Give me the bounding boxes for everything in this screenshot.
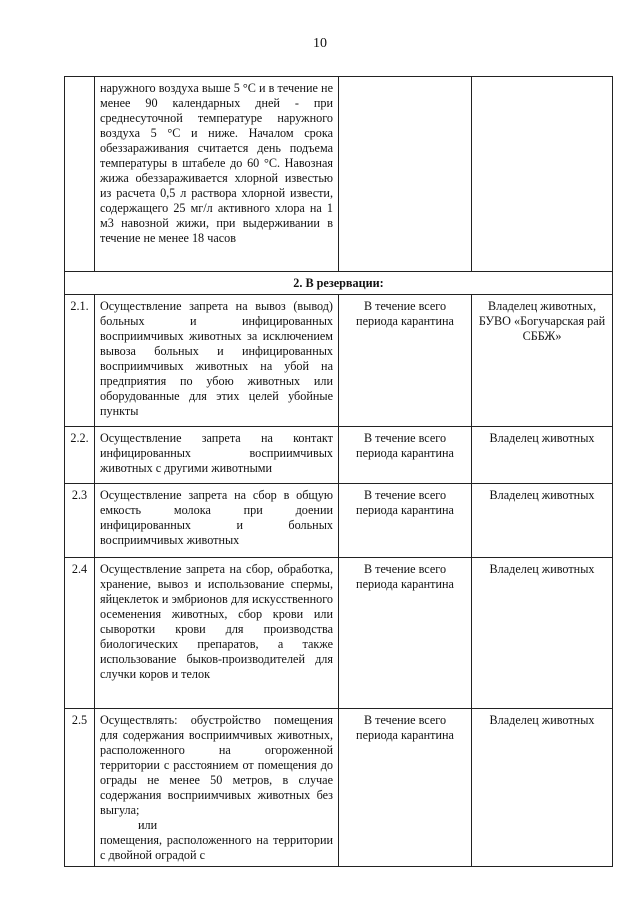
section-header-row (65, 272, 613, 295)
responsible-text: Владелец животных (472, 427, 613, 484)
quarantine-measures-table (64, 76, 613, 867)
cell-responsible (472, 77, 613, 272)
table-row (65, 427, 613, 484)
measure-text (95, 709, 339, 867)
page-number: 10 (313, 36, 327, 51)
responsible-text: Владелец животных (472, 709, 613, 867)
row-number: 2.2. (65, 427, 95, 484)
measure-text: Осуществление запрета на сбор, обработка, хранение, вывоз и использование спермы, яйцеклеток и эмбрионов для искусственного осеменения животных, сбор крови или сыворотки крови для производства биологических препаратов, а также использование быков-производителей для случки коров и телок (95, 558, 339, 709)
measure-text: Осуществление запрета на вывоз (вывод) больных и инфицированных восприимчивых животных за исключением вывоза больных и инфицированных восприимчивых животных на убой на предприятия по убою животных или оборудованные для этих целей убойные пункты (95, 295, 339, 427)
measure-text-part-a: Осуществлять: обустройство помещения для содержания восприимчивых животных, расположенного на огороженной территории с расстоянием от помещения до ограды не менее 50 метров, в случае содержания восприимчивых животных без выгула; (100, 713, 333, 817)
row-number: 2.5 (65, 709, 95, 867)
cell-term (339, 77, 472, 272)
measure-text: Осуществление запрета на контакт инфицированных восприимчивых животных с другими животными (95, 427, 339, 484)
measure-text-part-b: помещения, расположенного на территории с двойной оградой с (100, 833, 333, 862)
row-number: 2.4 (65, 558, 95, 709)
section-title: 2. В резервации: (65, 272, 613, 295)
table-row (65, 558, 613, 709)
row-number: 2.3 (65, 484, 95, 558)
term-text: В течение всего периода карантина (339, 709, 472, 867)
cell-measure: наружного воздуха выше 5 °С и в течение не менее 90 календарных дней - при среднесуточной температуре наружного воздуха 5 °С и ниже. Началом срока обеззараживания считается день подъема температуры в штабеле до 60 °С. Навозная жижа обеззараживается хлорной известью из расчета 0,5 л раствора хлорной извести, содержащего 25 мг/л активного хлора на 1 м3 навозной жижи, при выдерживании в течение не менее 18 часов (95, 77, 339, 272)
table-row-continuation (65, 77, 613, 272)
row-number: 2.1. (65, 295, 95, 427)
responsible-text: Владелец животных (472, 484, 613, 558)
term-text: В течение всего периода карантина (339, 484, 472, 558)
cell-num (65, 77, 95, 272)
measure-text: Осуществление запрета на сбор в общую емкость молока при доении инфицированных и больных восприимчивых животных (95, 484, 339, 558)
responsible-text: Владелец животных, БУВО «Богучарская рай СББЖ» (472, 295, 613, 427)
term-text: В течение всего периода карантина (339, 427, 472, 484)
measure-text-or: или (138, 818, 158, 832)
responsible-text: Владелец животных (472, 558, 613, 709)
table-row (65, 295, 613, 427)
table-row (65, 709, 613, 867)
term-text: В течение всего периода карантина (339, 295, 472, 427)
term-text: В течение всего периода карантина (339, 558, 472, 709)
table-row (65, 484, 613, 558)
